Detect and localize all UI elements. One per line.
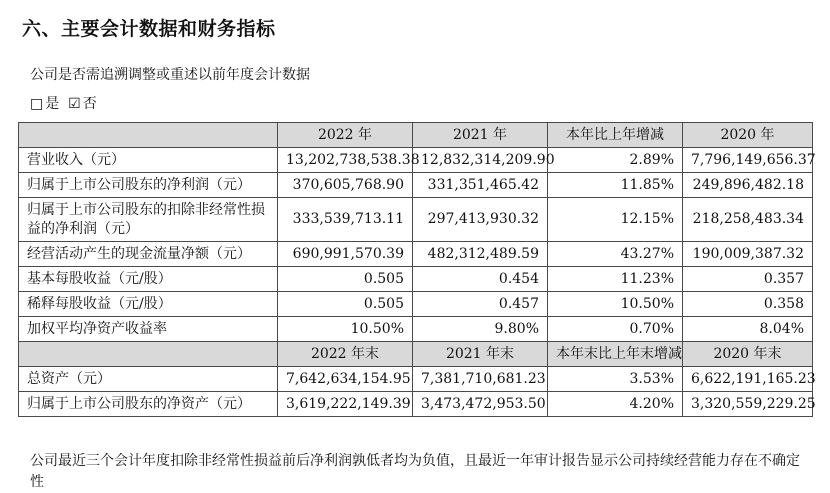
row-label-cell: 总资产（元） xyxy=(19,367,278,392)
header-cell: 2020 年末 xyxy=(683,342,813,367)
header-cell xyxy=(19,342,278,367)
footnote: 公司最近三个会计年度扣除非经常性损益前后净利润孰低者均为负值，且最近一年审计报告显示公司持续经营能力存在不确定性 xyxy=(30,453,800,490)
value-cell: 249,896,482.18 xyxy=(683,173,813,198)
table-row xyxy=(19,317,813,342)
value-cell: 7,381,710,681.23 xyxy=(413,367,548,392)
row-label-cell: 营业收入（元） xyxy=(19,148,278,173)
value-cell: 370,605,768.90 xyxy=(278,173,413,198)
value-cell: 8.04% xyxy=(683,317,813,342)
row-label-cell: 归属于上市公司股东的净资产（元） xyxy=(19,392,278,417)
value-cell: 6,622,191,165.23 xyxy=(683,367,813,392)
value-cell: 10.50% xyxy=(278,317,413,342)
value-cell: 190,009,387.32 xyxy=(683,242,813,267)
yes-checkbox[interactable]: □ xyxy=(30,96,44,112)
value-cell: 3,320,559,229.25 xyxy=(683,392,813,417)
value-cell: 0.357 xyxy=(683,267,813,292)
table-row xyxy=(19,292,813,317)
restatement-question: 公司是否需追溯调整或重述以前年度会计数据 xyxy=(30,67,310,83)
value-cell: 331,351,465.42 xyxy=(413,173,548,198)
table-row xyxy=(19,173,813,198)
value-cell: 13,202,738,538.38 xyxy=(278,148,413,173)
table-row xyxy=(19,367,813,392)
value-cell: 4.20% xyxy=(548,392,683,417)
header-cell: 2022 年末 xyxy=(278,342,413,367)
value-cell: 11.23% xyxy=(548,267,683,292)
value-cell: 690,991,570.39 xyxy=(278,242,413,267)
header-cell: 本年比上年增减 xyxy=(548,123,683,148)
table-row xyxy=(19,267,813,292)
value-cell: 10.50% xyxy=(548,292,683,317)
row-label-cell: 加权平均净资产收益率 xyxy=(19,317,278,342)
value-cell: 3.53% xyxy=(548,367,683,392)
table-row xyxy=(19,148,813,173)
value-cell: 7,796,149,656.37 xyxy=(683,148,813,173)
no-checkbox[interactable]: ☑ xyxy=(68,96,81,112)
value-cell: 7,642,634,154.95 xyxy=(278,367,413,392)
row-label-cell: 归属于上市公司股东的净利润（元） xyxy=(19,173,278,198)
value-cell: 0.505 xyxy=(278,267,413,292)
table-row xyxy=(19,392,813,417)
table-header-row xyxy=(19,123,813,148)
value-cell: 0.70% xyxy=(548,317,683,342)
value-cell: 297,413,930.32 xyxy=(413,198,548,242)
value-cell: 0.358 xyxy=(683,292,813,317)
financial-indicators-table xyxy=(18,122,816,417)
no-label: 否 xyxy=(82,96,97,112)
value-cell: 12.15% xyxy=(548,198,683,242)
row-label-cell: 稀释每股收益（元/股） xyxy=(19,292,278,317)
header-cell: 2021 年末 xyxy=(413,342,548,367)
header-cell: 2022 年 xyxy=(278,123,413,148)
value-cell: 43.27% xyxy=(548,242,683,267)
row-label-cell: 归属于上市公司股东的扣除非经常性损益的净利润（元） xyxy=(19,198,278,242)
yes-label: 是 xyxy=(45,96,60,112)
value-cell: 9.80% xyxy=(413,317,548,342)
value-cell: 12,832,314,209.90 xyxy=(413,148,548,173)
value-cell: 3,473,472,953.50 xyxy=(413,392,548,417)
header-cell: 2021 年 xyxy=(413,123,548,148)
header-cell: 本年末比上年末增减 xyxy=(548,342,683,367)
value-cell: 482,312,489.59 xyxy=(413,242,548,267)
value-cell: 0.505 xyxy=(278,292,413,317)
row-label-cell: 基本每股收益（元/股） xyxy=(19,267,278,292)
value-cell: 333,539,713.11 xyxy=(278,198,413,242)
value-cell: 0.454 xyxy=(413,267,548,292)
value-cell: 2.89% xyxy=(548,148,683,173)
header-cell: 2020 年 xyxy=(683,123,813,148)
header-cell xyxy=(19,123,278,148)
value-cell: 11.85% xyxy=(548,173,683,198)
restatement-answer xyxy=(30,93,97,113)
value-cell: 0.457 xyxy=(413,292,548,317)
table-row xyxy=(19,242,813,267)
value-cell: 3,619,222,149.39 xyxy=(278,392,413,417)
value-cell: 218,258,483.34 xyxy=(683,198,813,242)
row-label-cell: 经营活动产生的现金流量净额（元） xyxy=(19,242,278,267)
table-header-row xyxy=(19,342,813,367)
section-heading: 六、主要会计数据和财务指标 xyxy=(22,18,276,40)
table-row xyxy=(19,198,813,242)
